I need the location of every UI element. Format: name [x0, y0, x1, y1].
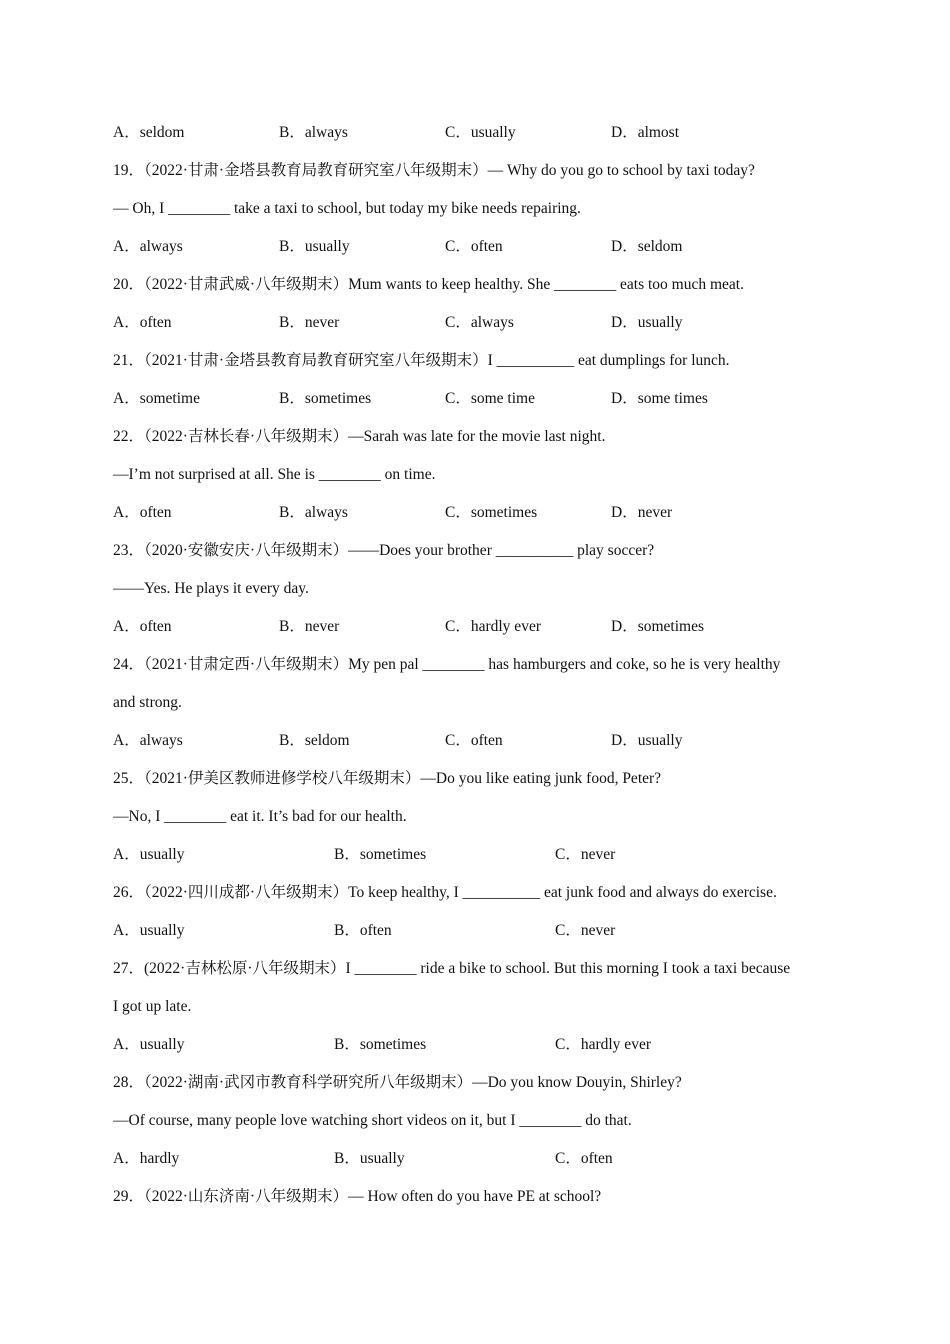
answer-option: B．never — [279, 618, 340, 635]
answer-option: A．seldom — [113, 124, 185, 141]
answer-option: B．sometimes — [334, 1036, 427, 1053]
answer-option: B．usually — [334, 1150, 405, 1167]
answer-option: A．sometime — [113, 390, 200, 407]
question-text-line: I got up late. — [113, 998, 192, 1015]
answer-options-row — [113, 1026, 843, 1064]
answer-options-row — [113, 114, 843, 152]
question-text-line: —No, I ________ eat it. It’s bad for our health. — [113, 808, 407, 825]
answer-option: C．never — [555, 922, 616, 939]
question-text-line: 25．（2021·伊美区教师进修学校八年级期末）—Do you like eating junk food, Peter? — [113, 770, 662, 787]
question-text-line: 24．（2021·甘肃定西·八年级期末）My pen pal ________ has hamburgers and coke, so he is very healthy — [113, 656, 781, 673]
answer-option: B．always — [279, 504, 348, 521]
answer-option: A．always — [113, 732, 183, 749]
question-text-line: 26．（2022·四川成都·八年级期末）To keep healthy, I __________ eat junk food and always do exercise. — [113, 884, 777, 901]
question-text-line: 21．（2021·甘肃·金塔县教育局教育研究室八年级期末）I __________ eat dumplings for lunch. — [113, 352, 730, 369]
answer-option: C．hardly ever — [445, 618, 541, 635]
answer-option: C．never — [555, 846, 616, 863]
answer-options-row — [113, 228, 843, 266]
answer-option: B．usually — [279, 238, 350, 255]
answer-option: D．some times — [611, 390, 708, 407]
answer-options-row — [113, 608, 843, 646]
answer-option: D．almost — [611, 124, 680, 141]
question-text-line: —I’m not surprised at all. She is ________ on time. — [113, 466, 436, 483]
answer-option: B．sometimes — [279, 390, 372, 407]
answer-options-row — [113, 722, 843, 760]
answer-option: A．usually — [113, 846, 185, 863]
answer-option: C．often — [555, 1150, 613, 1167]
answer-option: B．never — [279, 314, 340, 331]
question-text-line: 22．（2022·吉林长春·八年级期末）—Sarah was late for the movie last night. — [113, 428, 606, 445]
answer-options-row — [113, 836, 843, 874]
answer-option: C．often — [445, 238, 503, 255]
answer-options-row — [113, 1140, 843, 1178]
worksheet-page — [113, 114, 843, 1216]
question-text-line: 23．（2020·安徽安庆·八年级期末）——Does your brother __________ play soccer? — [113, 542, 655, 559]
answer-option: C．some time — [445, 390, 535, 407]
answer-option: D．sometimes — [611, 618, 704, 635]
answer-option: C．sometimes — [445, 504, 538, 521]
answer-options-row — [113, 380, 843, 418]
answer-option: C．usually — [445, 124, 516, 141]
question-text-line: 20．（2022·甘肃武威·八年级期末）Mum wants to keep healthy. She ________ eats too much meat. — [113, 276, 744, 293]
answer-option: D．usually — [611, 314, 683, 331]
answer-option: A．usually — [113, 922, 185, 939]
question-text-line: and strong. — [113, 694, 182, 711]
question-text-line: — Oh, I ________ take a taxi to school, but today my bike needs repairing. — [113, 200, 581, 217]
question-text-line: 19．（2022·甘肃·金塔县教育局教育研究室八年级期末）— Why do you go to school by taxi today? — [113, 162, 755, 179]
answer-option: C．often — [445, 732, 503, 749]
answer-option: A．often — [113, 314, 172, 331]
answer-option: B．always — [279, 124, 348, 141]
answer-options-row — [113, 912, 843, 950]
answer-option: B．seldom — [279, 732, 350, 749]
answer-option: A．often — [113, 618, 172, 635]
question-text-line: —Of course, many people love watching short videos on it, but I ________ do that. — [113, 1112, 632, 1129]
answer-option: A．always — [113, 238, 183, 255]
answer-option: A．usually — [113, 1036, 185, 1053]
question-text-line: 27．(2022·吉林松原·八年级期末）I ________ ride a bike to school. But this morning I took a taxi because — [113, 960, 791, 977]
answer-option: D．seldom — [611, 238, 683, 255]
question-text-line: 28．（2022·湖南·武冈市教育科学研究所八年级期末）—Do you know Douyin, Shirley? — [113, 1074, 682, 1091]
question-text-line: 29．（2022·山东济南·八年级期末）— How often do you have PE at school? — [113, 1188, 602, 1205]
answer-option: A．often — [113, 504, 172, 521]
answer-options-row — [113, 304, 843, 342]
answer-option: D．usually — [611, 732, 683, 749]
answer-option: D．never — [611, 504, 673, 521]
answer-option: B．often — [334, 922, 392, 939]
question-text-line: ——Yes. He plays it every day. — [113, 580, 309, 597]
answer-option: B．sometimes — [334, 846, 427, 863]
answer-option: C．always — [445, 314, 514, 331]
answer-option: A．hardly — [113, 1150, 180, 1167]
answer-option: C．hardly ever — [555, 1036, 651, 1053]
answer-options-row — [113, 494, 843, 532]
